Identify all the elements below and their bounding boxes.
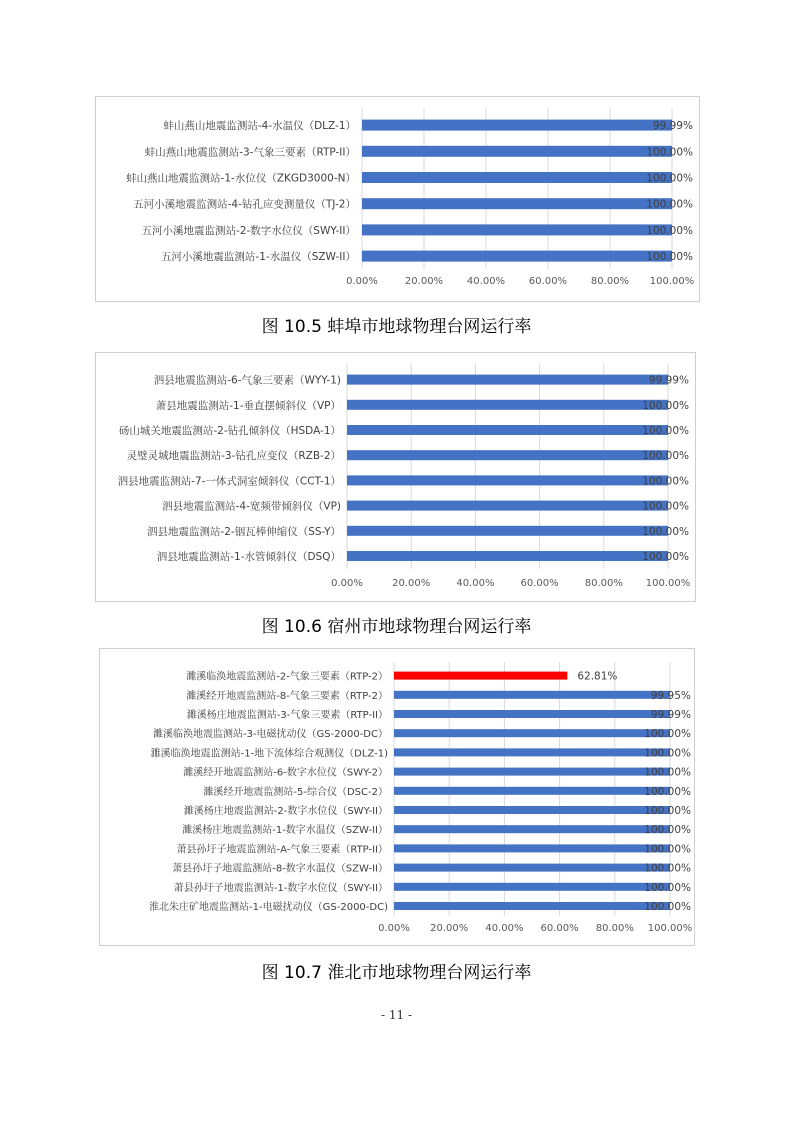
category-label: 濉溪临涣地震监测站-3-电磁扰动仪（GS-2000-DC） bbox=[152, 729, 388, 741]
data-label: 100.00% bbox=[644, 747, 691, 760]
data-label: 100.00% bbox=[642, 475, 689, 488]
x-tick-label: 20.00% bbox=[404, 276, 444, 287]
caption-fig-10-7: 图 10.7 淮北市地球物理台网运行率 bbox=[261, 963, 532, 983]
category-label: 灵璧灵城地震监测站-3-钻孔应变仪（RZB-2） bbox=[126, 450, 341, 463]
data-label: 100.00% bbox=[644, 728, 691, 741]
bar bbox=[347, 450, 668, 460]
category-label: 濉溪经开地震监测站-8-气象三要素（RTP-2） bbox=[186, 690, 388, 702]
data-label: 99.99% bbox=[652, 120, 693, 133]
bar bbox=[362, 172, 672, 183]
data-label: 100.00% bbox=[644, 805, 691, 817]
caption-fig-10-5: 图 10.5 蚌埠市地球物理台网运行率 bbox=[261, 317, 532, 337]
bar bbox=[394, 691, 670, 699]
bar bbox=[394, 864, 670, 872]
category-label: 泗县地震监测站-4-宽频带倾斜仪（VP) bbox=[162, 500, 341, 513]
bar bbox=[362, 146, 672, 157]
category-label: 泗县地震监测站-6-气象三要素（WYY-1) bbox=[153, 374, 341, 387]
x-tick-label: 60.00% bbox=[520, 578, 559, 589]
chart-svg-10-6 bbox=[96, 353, 697, 603]
category-label: 五河小溪地震监测站-4-钻孔应变测量仪（TJ-2） bbox=[133, 198, 356, 211]
bar bbox=[394, 902, 670, 910]
category-label: 泗县地震监测站-1-水管倾斜仪（DSQ） bbox=[156, 551, 341, 563]
bar bbox=[347, 475, 668, 485]
category-label: 濉溪杨庄地震监测站-2-数字水位仪（SWY-II） bbox=[183, 806, 388, 817]
bar bbox=[347, 526, 668, 536]
data-label: 100.00% bbox=[644, 881, 691, 894]
x-tick-label: 0.00% bbox=[346, 276, 378, 287]
data-label: 100.00% bbox=[644, 901, 691, 913]
bar bbox=[394, 844, 670, 852]
category-label: 濉溪经开地震监测站-6-数字水位仪（SWY-2） bbox=[183, 767, 388, 779]
x-tick-label: 40.00% bbox=[466, 276, 506, 287]
category-label: 淮北朱庄矿地震监测站-1-电磁扰动仪（GS-2000-DC) bbox=[149, 902, 388, 913]
x-tick-label: 80.00% bbox=[590, 276, 630, 287]
data-label: 62.81% bbox=[577, 670, 618, 683]
bar bbox=[394, 768, 670, 776]
data-label: 100.00% bbox=[644, 785, 691, 798]
data-label: 100.00% bbox=[646, 146, 693, 159]
category-label: 蚌山燕山地震监测站-4-水温仪（DLZ-1） bbox=[163, 120, 356, 133]
category-label: 蚌山燕山地震监测站-3-气象三要素（RTP-II） bbox=[144, 146, 356, 159]
chart-fig-10-6 bbox=[95, 352, 696, 602]
bar bbox=[362, 251, 672, 262]
bar bbox=[362, 224, 672, 235]
bar bbox=[394, 710, 670, 718]
data-label: 99.99% bbox=[650, 709, 691, 721]
data-label: 100.00% bbox=[646, 224, 693, 237]
bar bbox=[347, 425, 668, 435]
data-label: 100.00% bbox=[642, 525, 689, 538]
x-tick-label: 60.00% bbox=[528, 276, 568, 287]
category-label: 五河小溪地震监测站-2-数字水位仪（SWY-II） bbox=[141, 224, 356, 237]
data-label: 100.00% bbox=[642, 450, 689, 463]
data-label: 100.00% bbox=[644, 862, 691, 875]
data-label: 99.99% bbox=[648, 374, 689, 387]
data-label: 100.00% bbox=[646, 251, 693, 264]
data-label: 100.00% bbox=[642, 399, 689, 412]
bar bbox=[394, 672, 567, 680]
bar bbox=[394, 825, 670, 833]
page-number: - 11 - bbox=[380, 1008, 412, 1022]
data-label: 100.00% bbox=[644, 766, 691, 779]
chart-svg-10-7 bbox=[100, 649, 696, 947]
x-tick-label: 40.00% bbox=[485, 923, 524, 934]
data-label: 100.00% bbox=[644, 824, 691, 837]
category-label: 泗县地震监测站-2-铟瓦棒伸缩仪（SS-Y） bbox=[146, 525, 341, 538]
x-tick-label: 20.00% bbox=[392, 578, 431, 589]
x-tick-label: 80.00% bbox=[584, 578, 623, 589]
x-tick-label: 100.00% bbox=[649, 276, 695, 287]
bar bbox=[347, 400, 668, 410]
data-label: 100.00% bbox=[646, 172, 693, 185]
data-label: 100.00% bbox=[642, 551, 689, 563]
category-label: 五河小溪地震监测站-1-水温仪（SZW-II） bbox=[160, 251, 356, 264]
category-label: 濉溪经开地震监测站-5-综合仪（DSC-2） bbox=[203, 786, 388, 798]
category-label: 泗县地震监测站-7-一体式洞室倾斜仪（CCT-1） bbox=[117, 475, 341, 488]
bar bbox=[362, 120, 672, 131]
x-tick-label: 100.00% bbox=[645, 578, 691, 589]
bar bbox=[394, 806, 670, 814]
x-tick-label: 40.00% bbox=[456, 578, 495, 589]
data-label: 99.95% bbox=[650, 689, 691, 702]
chart-fig-10-7 bbox=[99, 648, 695, 946]
category-label: 萧县孙圩子地震监测站-A-气象三要素（RTP-II） bbox=[176, 844, 388, 856]
bar bbox=[394, 748, 670, 756]
category-label: 蚌山燕山地震监测站-1-水位仪（ZKGD3000-N） bbox=[126, 172, 356, 185]
data-label: 100.00% bbox=[642, 500, 689, 513]
category-label: 濉溪杨庄地震监测站-3-气象三要素（RTP-II） bbox=[186, 710, 388, 721]
bar bbox=[394, 729, 670, 737]
category-label: 萧县地震监测站-1-垂直摆倾斜仪（VP） bbox=[155, 399, 341, 412]
data-label: 100.00% bbox=[642, 425, 689, 437]
x-tick-label: 0.00% bbox=[331, 578, 363, 589]
x-tick-label: 20.00% bbox=[430, 923, 469, 934]
category-label: 萧县孙圩子地震监测站-8-数字水温仪（SZW-II） bbox=[172, 863, 388, 875]
caption-fig-10-6: 图 10.6 宿州市地球物理台网运行率 bbox=[261, 617, 532, 637]
bar bbox=[394, 787, 670, 795]
bar bbox=[394, 883, 670, 891]
category-label: 萧县孙圩子地震监测站-1-数字水位仪（SWY-II） bbox=[173, 882, 388, 894]
bar bbox=[347, 551, 668, 561]
data-label: 100.00% bbox=[646, 198, 693, 211]
category-label: 濉溪临涣地震监测站-2-气象三要素（RTP-2） bbox=[186, 671, 388, 683]
data-label: 100.00% bbox=[644, 843, 691, 856]
category-label: 濉溪临涣地震监测站-1-地下流体综合观测仪（DLZ-1) bbox=[150, 748, 388, 760]
bar bbox=[362, 198, 672, 209]
chart-svg-10-5 bbox=[96, 97, 701, 303]
bar bbox=[347, 375, 668, 385]
category-label: 砀山城关地震监测站-2-钻孔倾斜仪（HSDA-1） bbox=[118, 425, 341, 437]
x-tick-label: 100.00% bbox=[647, 923, 693, 934]
x-tick-label: 60.00% bbox=[540, 923, 579, 934]
x-tick-label: 80.00% bbox=[595, 923, 634, 934]
bar bbox=[347, 501, 668, 511]
category-label: 濉溪杨庄地震监测站-1-数字水温仪（SZW-II） bbox=[182, 825, 388, 837]
chart-fig-10-5 bbox=[95, 96, 700, 302]
x-tick-label: 0.00% bbox=[378, 923, 410, 934]
